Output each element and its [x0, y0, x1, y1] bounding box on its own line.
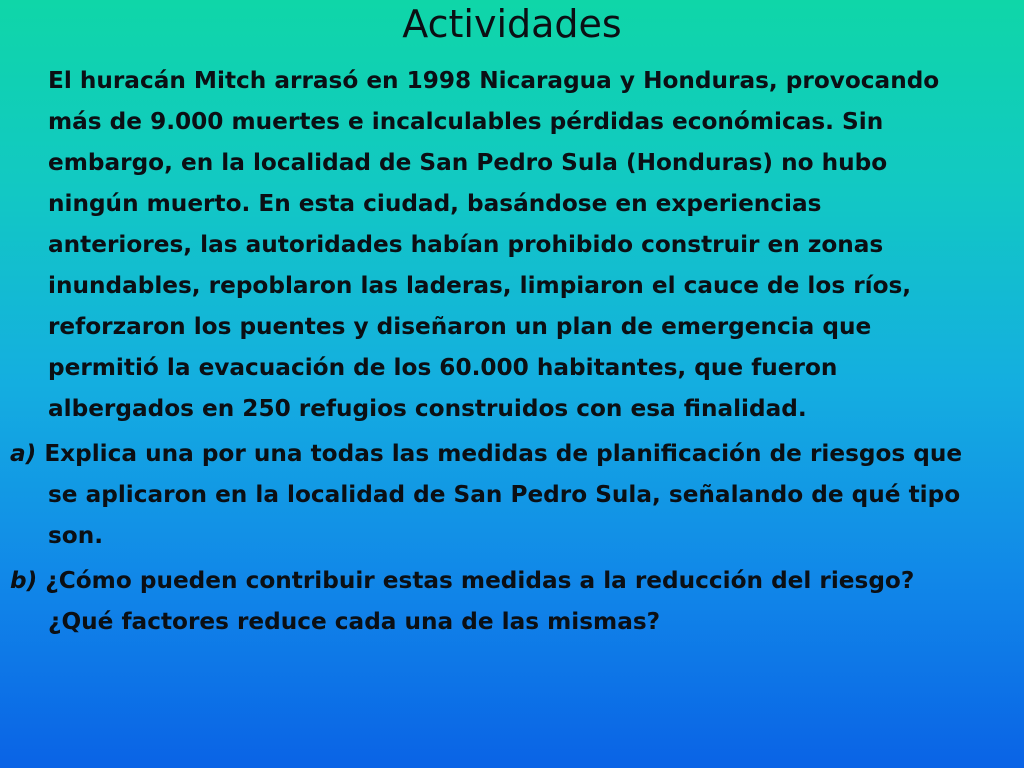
question-a-label: a) [10, 440, 37, 467]
question-line: Explica una por una todas las medidas de planificación de riesgos que [44, 440, 963, 467]
intro-line: El huracán Mitch arrasó en 1998 Nicaragua y Honduras, provocando [48, 67, 940, 94]
question-line: son. [48, 522, 104, 549]
intro-line: anteriores, las autoridades habían prohibido construir en zonas [48, 231, 884, 258]
slide-content [0, 60, 1024, 642]
question-b [0, 560, 1024, 642]
intro-line: reforzaron los puentes y diseñaron un plan de emergencia que [48, 313, 872, 340]
intro-paragraph [0, 60, 1024, 429]
intro-line: inundables, repoblaron las laderas, limpiaron el cauce de los ríos, [48, 272, 912, 299]
question-line: ¿Qué factores reduce cada una de las mismas? [48, 608, 661, 635]
question-b-label: b) [10, 567, 38, 594]
question-line: se aplicaron en la localidad de San Pedro Sula, señalando de qué tipo [48, 481, 961, 508]
intro-line: ningún muerto. En esta ciudad, basándose en experiencias [48, 190, 822, 217]
question-line: ¿Cómo pueden contribuir estas medidas a la reducción del riesgo? [45, 567, 915, 594]
intro-line: albergados en 250 refugios construidos con esa finalidad. [48, 395, 807, 422]
intro-line: embargo, en la localidad de San Pedro Sula (Honduras) no hubo [48, 149, 888, 176]
intro-line: permitió la evacuación de los 60.000 habitantes, que fueron [48, 354, 838, 381]
question-a [0, 433, 1024, 556]
intro-line: más de 9.000 muertes e incalculables pérdidas económicas. Sin [48, 108, 884, 135]
slide-title: Actividades [402, 2, 622, 46]
